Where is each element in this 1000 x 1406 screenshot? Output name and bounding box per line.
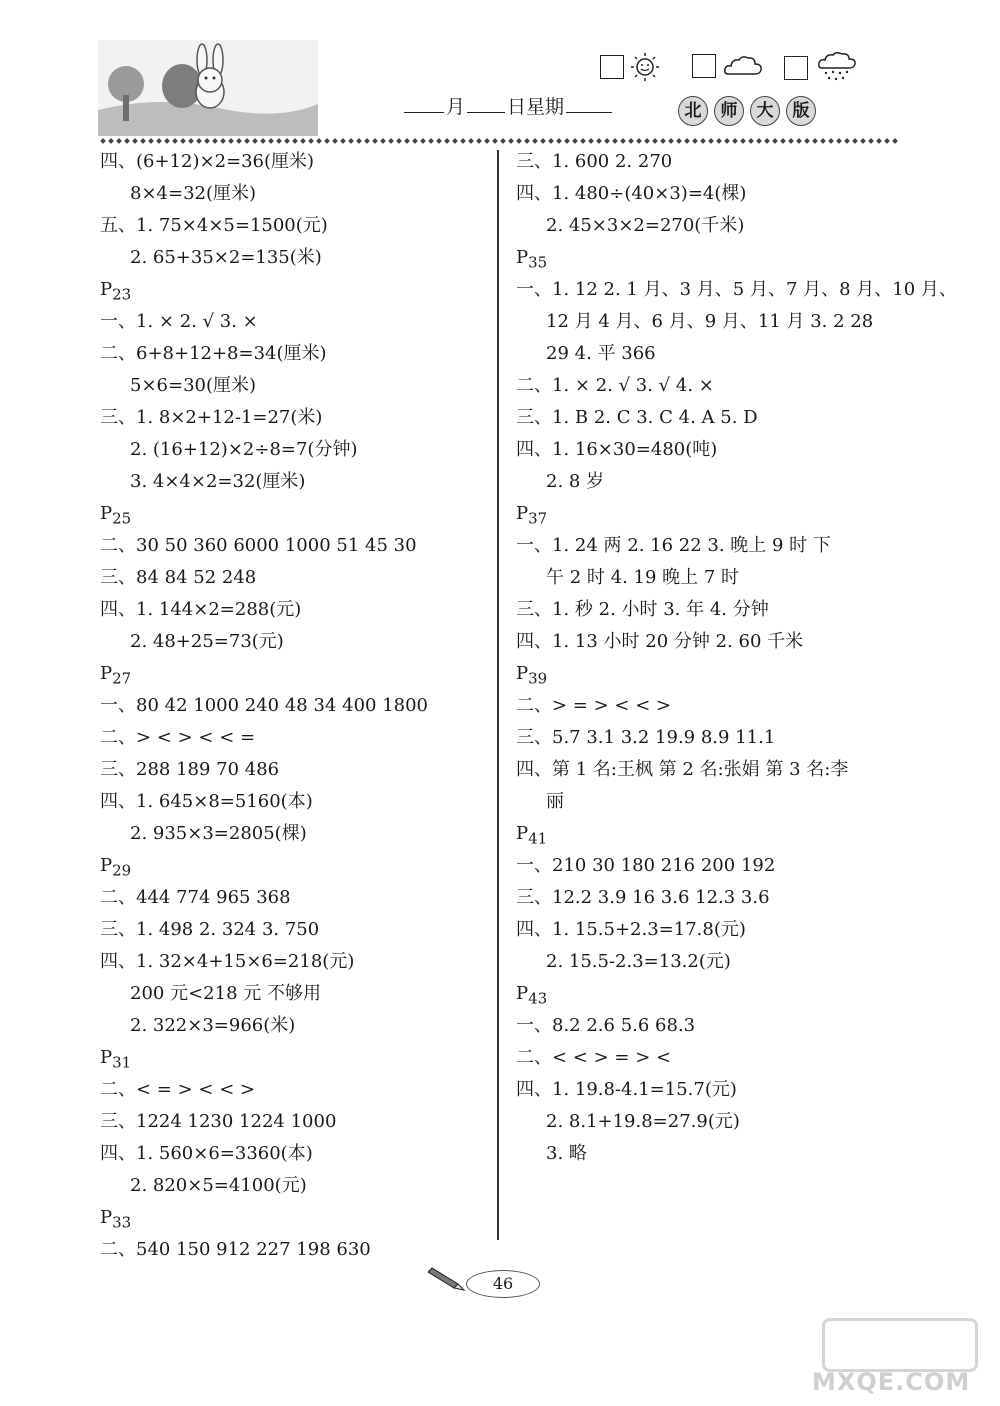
divider-dot xyxy=(492,138,498,144)
answer-line: 五、1. 75×4×5=1500(元) xyxy=(100,215,328,236)
answer-column-left xyxy=(100,146,492,1266)
page-reference xyxy=(516,242,906,274)
divider-dot xyxy=(132,138,138,144)
divider-dot xyxy=(396,138,402,144)
answer-line: 2. 8.1+19.8=27.9(元) xyxy=(546,1111,740,1132)
page-ref-label: P xyxy=(100,503,113,524)
divider-dot xyxy=(268,138,274,144)
page-ref-label: P xyxy=(100,279,113,300)
answer-line: 二、> = > < < > xyxy=(516,695,672,716)
answer-line: 四、1. 645×8=5160(本) xyxy=(100,791,313,812)
answer-line: 四、1. 16×30=480(吨) xyxy=(516,439,718,460)
dotted-divider xyxy=(98,138,900,146)
answer-line: 四、1. 13 小时 20 分钟 2. 60 千米 xyxy=(516,631,804,652)
divider-dot xyxy=(284,138,290,144)
divider-dot xyxy=(692,138,698,144)
divider-dot xyxy=(516,138,522,144)
page-reference xyxy=(100,1042,492,1074)
divider-dot xyxy=(204,138,210,144)
divider-dot xyxy=(668,138,674,144)
divider-dot xyxy=(260,138,266,144)
weather-cloudy xyxy=(692,52,764,80)
divider-dot xyxy=(604,138,610,144)
answer-line: 2. 8 岁 xyxy=(546,471,605,492)
divider-dot xyxy=(236,138,242,144)
divider-dot xyxy=(892,138,898,144)
column-divider xyxy=(497,150,499,1240)
divider-dot xyxy=(788,138,794,144)
answer-line: 一、8.2 2.6 5.6 68.3 xyxy=(516,1015,696,1036)
divider-dot xyxy=(596,138,602,144)
answer-line: 一、1. 24 两 2. 16 22 3. 晚上 9 时 下 xyxy=(516,535,831,556)
page-ref-label: P xyxy=(516,823,529,844)
answer-line: 四、1. 15.5+2.3=17.8(元) xyxy=(516,919,746,940)
answer-line: 四、1. 480÷(40×3)=4(棵) xyxy=(516,183,747,204)
divider-dot xyxy=(540,138,546,144)
divider-dot xyxy=(348,138,354,144)
divider-dot xyxy=(124,138,130,144)
answer-line: 2. 65+35×2=135(米) xyxy=(130,247,322,268)
divider-dot xyxy=(860,138,866,144)
page-reference xyxy=(100,850,492,882)
divider-dot xyxy=(244,138,250,144)
divider-dot xyxy=(444,138,450,144)
page-reference xyxy=(100,658,492,690)
answer-line: 8×4=32(厘米) xyxy=(130,183,257,204)
divider-dot xyxy=(340,138,346,144)
answer-line: 三、288 189 70 486 xyxy=(100,759,280,780)
answer-line: 三、12.2 3.9 16 3.6 12.3 3.6 xyxy=(516,887,770,908)
answer-line: 3. 4×4×2=32(厘米) xyxy=(130,471,306,492)
answer-line: 一、210 30 180 216 200 192 xyxy=(516,855,776,876)
divider-dot xyxy=(220,138,226,144)
divider-dot xyxy=(172,138,178,144)
answer-line: 二、< < > = > < xyxy=(516,1047,672,1068)
answer-line: 一、1. 12 2. 1 月、3 月、5 月、7 月、8 月、10 月、 xyxy=(516,279,957,300)
page-ref-number: 25 xyxy=(112,509,132,528)
answer-line: 三、5.7 3.1 3.2 19.9 8.9 11.1 xyxy=(516,727,776,748)
divider-dot xyxy=(332,138,338,144)
page-reference xyxy=(516,818,906,850)
rainy-checkbox[interactable] xyxy=(784,56,808,80)
page-ref-number: 29 xyxy=(112,861,132,880)
day-weekday-label: 日星期 xyxy=(507,96,565,118)
divider-dot xyxy=(588,138,594,144)
watermark-domain: MXQE.COM xyxy=(812,1368,971,1396)
answer-line: 三、1. 498 2. 324 3. 750 xyxy=(100,919,320,940)
divider-dot xyxy=(812,138,818,144)
page-reference xyxy=(100,498,492,530)
answer-line: 四、1. 144×2=288(元) xyxy=(100,599,302,620)
answer-line: 三、84 84 52 248 xyxy=(100,567,257,588)
divider-dot xyxy=(276,138,282,144)
page-ref-label: P xyxy=(100,663,113,684)
answer-column-right xyxy=(516,146,957,1170)
page-number: 46 xyxy=(466,1270,540,1298)
page-reference xyxy=(100,1202,492,1234)
answer-line: 二、1. × 2. √ 3. √ 4. × xyxy=(516,375,714,396)
divider-dot xyxy=(852,138,858,144)
divider-dot xyxy=(140,138,146,144)
answer-line: 四、第 1 名:王枫 第 2 名:张娟 第 3 名:李 xyxy=(516,759,849,780)
divider-dot xyxy=(428,138,434,144)
divider-dot xyxy=(764,138,770,144)
answer-line: 2. 15.5-2.3=13.2(元) xyxy=(546,951,731,972)
divider-dot xyxy=(636,138,642,144)
month-label: 月 xyxy=(446,96,466,118)
pencil-icon xyxy=(428,1262,472,1292)
divider-dot xyxy=(484,138,490,144)
divider-dot xyxy=(108,138,114,144)
edition-char-4: 版 xyxy=(786,96,816,126)
answer-line: 丽 xyxy=(546,791,564,812)
divider-dot xyxy=(556,138,562,144)
page-ref-label: P xyxy=(100,1207,113,1228)
month-blank[interactable] xyxy=(404,92,444,113)
divider-dot xyxy=(460,138,466,144)
divider-dot xyxy=(756,138,762,144)
answer-line: 12 月 4 月、6 月、9 月、11 月 3. 2 28 xyxy=(546,311,874,332)
answer-line: 三、1. 秒 2. 小时 3. 年 4. 分钟 xyxy=(516,599,769,620)
divider-dot xyxy=(772,138,778,144)
divider-dot xyxy=(532,138,538,144)
edition-char-3: 大 xyxy=(750,96,780,126)
divider-dot xyxy=(476,138,482,144)
answer-line: 二、> < > < < = xyxy=(100,727,256,748)
divider-dot xyxy=(564,138,570,144)
answer-line: 一、1. × 2. √ 3. × xyxy=(100,311,258,332)
divider-dot xyxy=(388,138,394,144)
divider-dot xyxy=(676,138,682,144)
page-ref-number: 33 xyxy=(112,1213,132,1232)
divider-dot xyxy=(748,138,754,144)
divider-dot xyxy=(420,138,426,144)
answer-line: 三、1. 8×2+12-1=27(米) xyxy=(100,407,323,428)
divider-dot xyxy=(628,138,634,144)
rain-cloud-icon xyxy=(816,52,858,84)
edition-char-2: 师 xyxy=(714,96,744,126)
divider-dot xyxy=(164,138,170,144)
divider-dot xyxy=(868,138,874,144)
answer-line: 四、1. 560×6=3360(本) xyxy=(100,1143,313,1164)
page-reference xyxy=(100,274,492,306)
page-ref-number: 27 xyxy=(112,669,132,688)
divider-dot xyxy=(844,138,850,144)
page-ref-label: P xyxy=(100,855,113,876)
page-ref-label: P xyxy=(516,663,529,684)
divider-dot xyxy=(372,138,378,144)
weather-rainy xyxy=(784,52,858,84)
divider-dot xyxy=(324,138,330,144)
page-header xyxy=(0,0,1000,140)
answer-line: 二、540 150 912 227 198 630 xyxy=(100,1239,371,1260)
divider-dot xyxy=(308,138,314,144)
divider-dot xyxy=(188,138,194,144)
answer-line: 200 元<218 元 不够用 xyxy=(130,983,321,1004)
divider-dot xyxy=(724,138,730,144)
rabbit-banner-illustration xyxy=(98,40,318,136)
answer-line: 四、(6+12)×2=36(厘米) xyxy=(100,151,315,172)
divider-dot xyxy=(804,138,810,144)
divider-dot xyxy=(412,138,418,144)
page-reference xyxy=(516,978,906,1010)
divider-dot xyxy=(436,138,442,144)
divider-dot xyxy=(300,138,306,144)
divider-dot xyxy=(884,138,890,144)
divider-dot xyxy=(356,138,362,144)
divider-dot xyxy=(620,138,626,144)
answer-line: 二、< = > < < > xyxy=(100,1079,256,1100)
divider-dot xyxy=(580,138,586,144)
divider-dot xyxy=(364,138,370,144)
divider-dot xyxy=(572,138,578,144)
answer-line: 2. 48+25=73(元) xyxy=(130,631,284,652)
answer-line: 三、1. 600 2. 270 xyxy=(516,151,673,172)
watermark xyxy=(812,1318,992,1398)
page-reference xyxy=(516,498,906,530)
divider-dot xyxy=(644,138,650,144)
page-ref-number: 43 xyxy=(528,989,548,1008)
page-ref-number: 31 xyxy=(112,1053,132,1072)
divider-dot xyxy=(876,138,882,144)
divider-dot xyxy=(796,138,802,144)
page-ref-label: P xyxy=(516,503,529,524)
answer-line: 三、1224 1230 1224 1000 xyxy=(100,1111,337,1132)
answer-line: 2. 45×3×2=270(千米) xyxy=(546,215,745,236)
divider-dot xyxy=(740,138,746,144)
page-ref-label: P xyxy=(100,1047,113,1068)
divider-dot xyxy=(524,138,530,144)
divider-dot xyxy=(660,138,666,144)
divider-dot xyxy=(684,138,690,144)
divider-dot xyxy=(380,138,386,144)
divider-dot xyxy=(156,138,162,144)
answer-line: 三、1. B 2. C 3. C 4. A 5. D xyxy=(516,407,758,428)
edition-char-1: 北 xyxy=(678,96,708,126)
divider-dot xyxy=(292,138,298,144)
weather-sunny xyxy=(600,52,662,82)
answer-line: 5×6=30(厘米) xyxy=(130,375,257,396)
answer-line: 2. (16+12)×2÷8=7(分钟) xyxy=(130,439,358,460)
divider-dot xyxy=(316,138,322,144)
answer-line: 四、1. 19.8-4.1=15.7(元) xyxy=(516,1079,737,1100)
divider-dot xyxy=(732,138,738,144)
page-reference xyxy=(516,658,906,690)
answer-line: 二、6+8+12+8=34(厘米) xyxy=(100,343,327,364)
divider-dot xyxy=(836,138,842,144)
divider-dot xyxy=(468,138,474,144)
divider-dot xyxy=(820,138,826,144)
divider-dot xyxy=(716,138,722,144)
weekday-blank[interactable] xyxy=(566,92,612,113)
divider-dot xyxy=(700,138,706,144)
answer-line: 2. 935×3=2805(棵) xyxy=(130,823,307,844)
sun-icon xyxy=(628,52,662,82)
watermark-logo xyxy=(822,1318,978,1372)
divider-dot xyxy=(828,138,834,144)
date-fill-line xyxy=(404,92,612,119)
page-ref-number: 23 xyxy=(112,285,132,304)
answer-line: 一、80 42 1000 240 48 34 400 1800 xyxy=(100,695,428,716)
divider-dot xyxy=(212,138,218,144)
answer-line: 二、30 50 360 6000 1000 51 45 30 xyxy=(100,535,417,556)
divider-dot xyxy=(708,138,714,144)
divider-dot xyxy=(612,138,618,144)
divider-dot xyxy=(100,138,106,144)
divider-dot xyxy=(780,138,786,144)
answer-line: 二、444 774 965 368 xyxy=(100,887,291,908)
divider-dot xyxy=(252,138,258,144)
divider-dot xyxy=(548,138,554,144)
divider-dot xyxy=(228,138,234,144)
divider-dot xyxy=(508,138,514,144)
page-ref-label: P xyxy=(516,983,529,1004)
page-ref-number: 35 xyxy=(528,253,548,272)
page-ref-number: 39 xyxy=(528,669,548,688)
cloudy-checkbox[interactable] xyxy=(692,54,716,78)
divider-dot xyxy=(452,138,458,144)
page-ref-label: P xyxy=(516,247,529,268)
sunny-checkbox[interactable] xyxy=(600,55,624,79)
divider-dot xyxy=(180,138,186,144)
divider-dot xyxy=(116,138,122,144)
day-blank[interactable] xyxy=(467,92,505,113)
answer-line: 午 2 时 4. 19 晚上 7 时 xyxy=(546,567,740,588)
answer-line: 2. 322×3=966(米) xyxy=(130,1015,296,1036)
page-ref-number: 37 xyxy=(528,509,548,528)
answer-line: 3. 略 xyxy=(546,1143,587,1164)
divider-dot xyxy=(148,138,154,144)
divider-dot xyxy=(196,138,202,144)
edition-badge xyxy=(678,96,816,126)
answer-line: 四、1. 32×4+15×6=218(元) xyxy=(100,951,355,972)
divider-dot xyxy=(500,138,506,144)
divider-dot xyxy=(652,138,658,144)
answer-line: 2. 820×5=4100(元) xyxy=(130,1175,307,1196)
cloud-icon xyxy=(722,52,764,80)
page-ref-number: 41 xyxy=(528,829,548,848)
divider-dot xyxy=(404,138,410,144)
answer-line: 29 4. 平 366 xyxy=(546,343,656,364)
